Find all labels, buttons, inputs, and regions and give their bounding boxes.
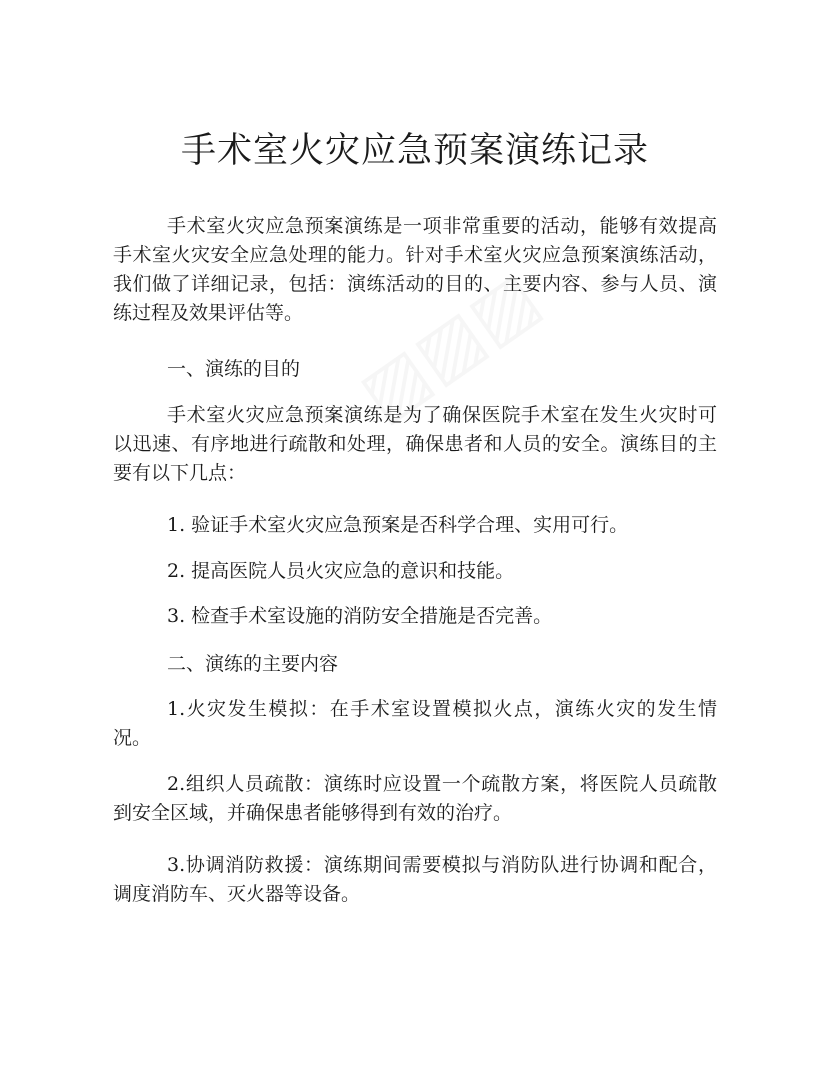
intro-paragraph: 手术室火灾应急预案演练是一项非常重要的活动，能够有效提高手术室火灾安全应急处理的能力。针对手术室火灾应急预案演练活动，我们做了详细记录，包括：演练活动的目的、主要内容、参与人员、演练过程及效果评估等。 bbox=[113, 215, 717, 324]
document-title: 手术室火灾应急预案演练记录 bbox=[180, 131, 649, 171]
content-item-3: 3.协调消防救援：演练期间需要模拟与消防队进行协调和配合，调度消防车、灭火器等设备。 bbox=[113, 854, 717, 905]
section-1-paragraph: 手术室火灾应急预案演练是为了确保医院手术室在发生火灾时可以迅速、有序地进行疏散和处理，确保患者和人员的安全。演练目的主要有以下几点： bbox=[113, 404, 717, 484]
purpose-item-2: 2. 提高医院人员火灾应急的意识和技能。 bbox=[167, 560, 515, 582]
content-item-1: 1.火灾发生模拟：在手术室设置模拟火点，演练火灾的发生情况。 bbox=[113, 698, 717, 749]
section-2-heading: 二、演练的主要内容 bbox=[167, 653, 339, 675]
section-1-heading: 一、演练的目的 bbox=[167, 358, 301, 380]
purpose-item-3: 3. 检查手术室设施的消防安全措施是否完善。 bbox=[167, 605, 553, 627]
purpose-item-1: 1. 验证手术室火灾应急预案是否科学合理、实用可行。 bbox=[167, 514, 629, 536]
content-item-2: 2.组织人员疏散：演练时应设置一个疏散方案，将医院人员疏散到安全区域，并确保患者能够得到有效的治疗。 bbox=[113, 773, 717, 824]
